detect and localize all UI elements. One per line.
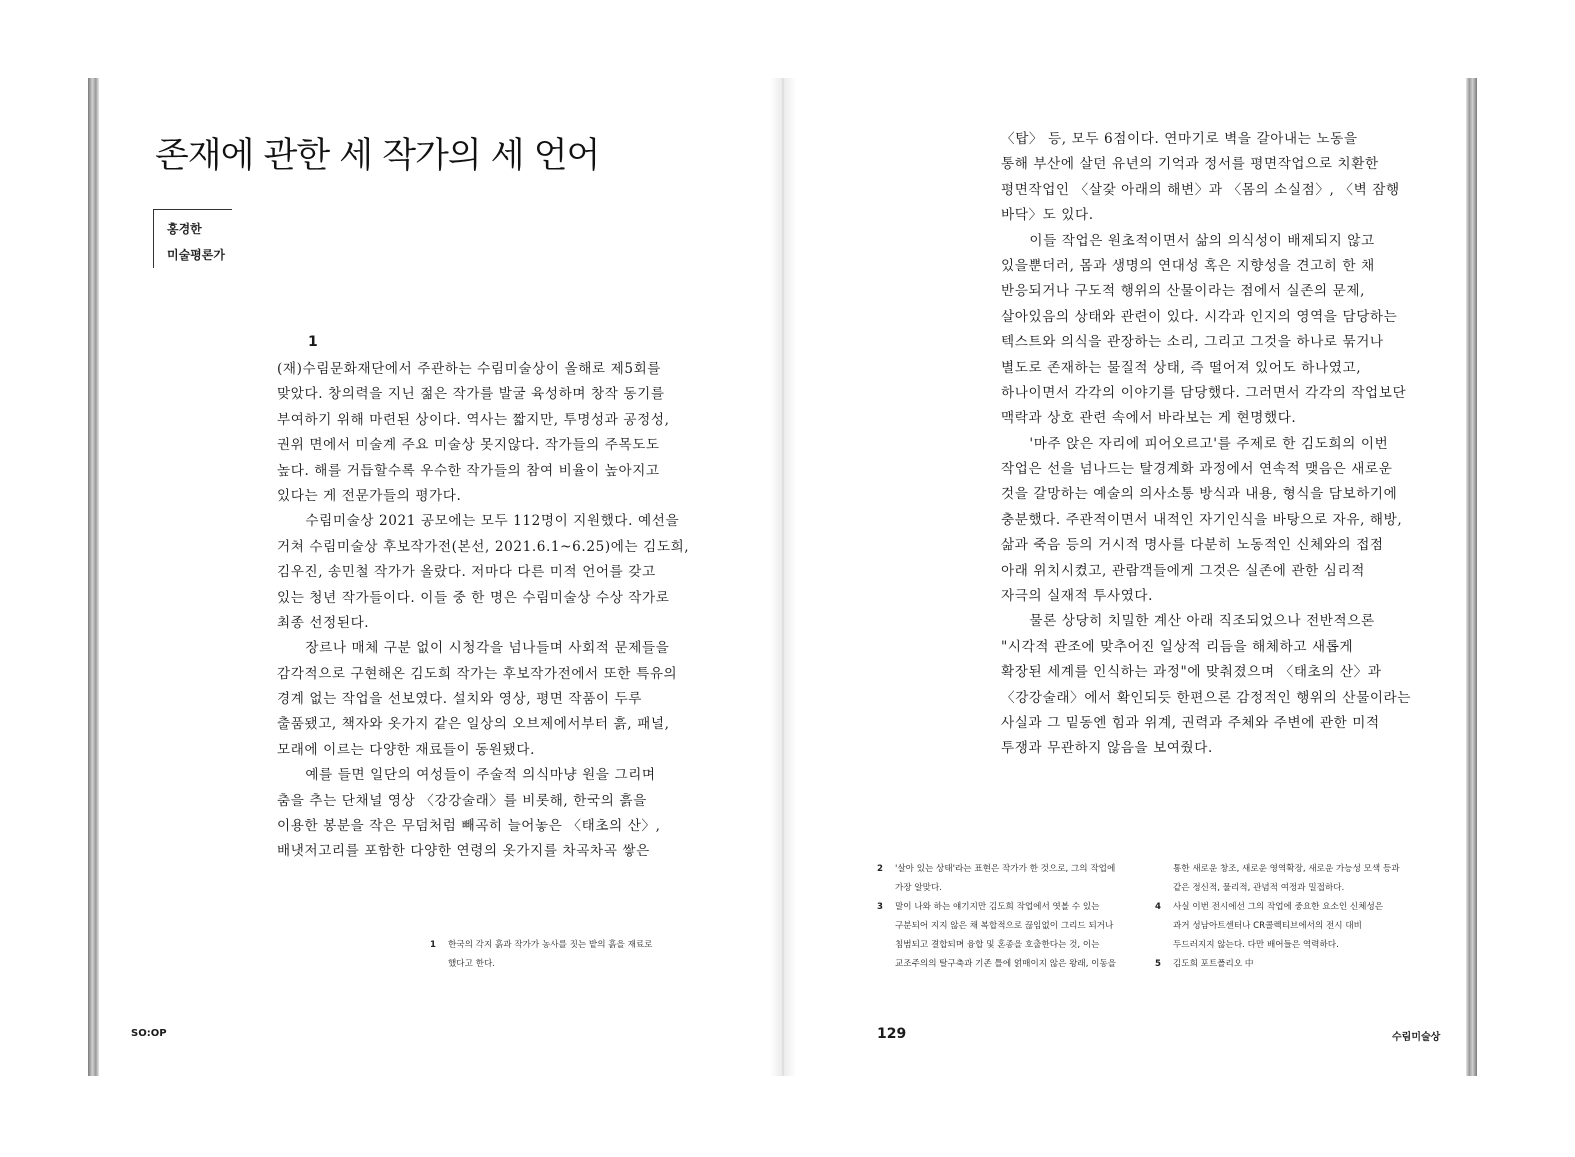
text-line: 〈탑〉 등, 모두 6점이다. 연마기로 벽을 갈아내는 노동을 [1001,131,1358,147]
text-line: 예를 들면 일단의 여성들이 주술적 의식마냥 원을 그리며 [277,767,656,784]
left-page-edge [88,78,99,1076]
footnote-row [1155,955,1400,974]
text-line: 작업은 선을 넘나드는 탈경계화 과정에서 연속적 맺음은 새로운 [1001,461,1393,478]
text-line: 통해 부산에 살던 유년의 기억과 정서를 평면작업으로 치환한 [1001,156,1379,173]
text-line: 있다는 게 전문가들의 평가다. [277,487,462,504]
footnote-row [430,936,653,955]
text-line: 거쳐 수림미술상 후보작가전(본선, 2021.6.1~6.25)에는 김도희, [277,538,690,555]
text-line: 배냇저고리를 포함한 다양한 연령의 옷가지를 차곡차곡 쌓은 [277,843,650,860]
footnote-text: 구분되어 지지 않은 채 복합적으로 끊임없이 그리드 되거나 [895,921,1114,931]
text-line: 삶과 죽음 등의 거시적 명사를 다분히 노동적인 신체와의 접점 [1001,537,1384,554]
footnote-number: 5 [1155,959,1161,969]
text-line: 〈강강술래〉에서 확인되듯 한편으론 감정적인 행위의 산물이라는 [1001,689,1412,706]
footnote-text: 같은 정신적, 물리적, 관념적 여정과 밀접하다. [1173,883,1345,893]
text-line: 춤을 추는 단채널 영상 〈강강술래〉를 비롯해, 한국의 흙을 [277,792,647,809]
author-name: 홍경한 [167,222,202,236]
footnote-number: 3 [877,902,883,912]
footnote-text: 사실 이번 전시에선 그의 작업에 중요한 요소인 신체성은 [1173,902,1384,912]
section-label: 수림미술상 [1392,1032,1441,1043]
text-line: 충분했다. 주관적이면서 내적인 자기인식을 바탕으로 자유, 해방, [1001,511,1403,528]
footnote-row [1173,917,1400,936]
text-line: 확장된 세계를 인식하는 과정"에 맞춰졌으며 〈태초의 산〉과 [1001,664,1382,681]
footnotes-left [430,936,653,974]
footnote-text: 통한 새로운 창조, 새로운 영역확장, 새로운 가능성 모색 등과 [1173,864,1400,874]
footnote-text: 교조주의의 탈구축과 기존 틀에 얽매이지 않은 왕래, 이동을 [895,959,1117,969]
text-line: 반응되거나 구도적 행위의 산물이라는 점에서 실존의 문제, [1001,283,1366,300]
text-line: 출품됐고, 책자와 옷가지 같은 일상의 오브제에서부터 흙, 패널, [277,716,670,733]
text-line: 있을뿐더러, 몸과 생명의 연대성 혹은 지향성을 견고히 한 채 [1001,257,1375,274]
footnote-text: 두드러지지 않는다. 다만 배어들은 역력하다. [1173,940,1339,950]
text-line: 높다. 해를 거듭할수록 우수한 작가들의 참여 비율이 높아지고 [277,462,660,479]
article-title: 존재에 관한 세 작가의 세 언어 [155,136,600,176]
text-line: 장르나 매체 구분 없이 시청각을 넘나들며 사회적 문제들을 [277,640,670,657]
text-line: 최종 선정된다. [277,614,370,631]
footnote-text: 과거 성남아트센터나 CR콜렉티브에서의 전시 대비 [1173,921,1362,931]
text-line: 감각적으로 구현해온 김도희 작가는 후보작가전에서 또한 특유의 [277,665,678,682]
text-line: 하나이면서 각각의 이야기를 담당했다. 그러면서 각각의 작업보단 [1001,384,1407,401]
footnote-row [1173,860,1400,879]
book-gutter [770,78,796,1076]
left-body-text [277,357,689,865]
footnote-number: 2 [877,864,883,874]
magazine-name: SO:OP [131,1028,167,1039]
text-line: 김우진, 송민철 작가가 올랐다. 저마다 다른 미적 언어를 갖고 [277,564,656,581]
footnote-row [895,936,1116,955]
text-line: 모래에 이르는 다양한 재료들이 동원됐다. [277,741,536,758]
footnote-text: 했다고 한다. [448,959,495,969]
text-line: '마주 앉은 자리에 피어오르고'를 주제로 한 김도희의 이번 [1001,435,1389,452]
text-line: 바닥〉도 있다. [1001,207,1094,224]
footnote-text: 침범되고 결합되며 융합 및 혼종을 호출한다는 것, 이는 [895,940,1100,950]
footnote-row [895,917,1116,936]
footnotes-right-col2 [1155,860,1400,974]
footnote-number: 1 [430,940,436,950]
footnote-row [895,879,1116,898]
text-line: 사실과 그 밑동엔 힘과 위계, 권력과 주체와 주변에 관한 미적 [1001,714,1380,731]
text-line: 평면작업인 〈살갗 아래의 해변〉과 〈몸의 소실점〉, 〈벽 잠행 [1001,181,1400,198]
right-body-text [1001,127,1411,762]
footnote-row [877,860,1116,879]
text-line: 것을 갈망하는 예술의 의사소통 방식과 내용, 형식을 담보하기에 [1001,486,1398,503]
footnote-row [1173,879,1400,898]
text-line: (재)수림문화재단에서 주관하는 수림미술상이 올해로 제5회를 [277,361,662,377]
text-line: 부여하기 위해 마련된 상이다. 역사는 짧지만, 투명성과 공정성, [277,411,670,428]
right-page-edge [1466,78,1477,1076]
footnote-row [895,955,1116,974]
text-line: 이용한 봉분을 작은 무덤처럼 빼곡히 늘어놓은 〈태초의 산〉, [277,818,661,835]
text-line: "시각적 관조에 맞추어진 일상적 리듬을 해체하고 새롭게 [1001,638,1354,655]
text-line: 권위 면에서 미술계 주요 미술상 못지않다. 작가들의 주목도도 [277,437,660,454]
footnote-row [877,898,1116,917]
text-line: 살아있음의 상태와 관련이 있다. 시각과 인지의 영역을 담당하는 [1001,308,1398,325]
footnote-text: 김도희 포트폴리오 中 [1173,959,1254,969]
text-line: 투쟁과 무관하지 않음을 보여줬다. [1001,740,1213,757]
footnotes-right-col1 [877,860,1117,974]
footnote-text: '살아 있는 상태'라는 표현은 작가가 한 것으로, 그의 작업에 [895,864,1116,874]
text-line: 텍스트와 의식을 관장하는 소리, 그리고 그것을 하나로 묶거나 [1001,334,1384,351]
text-line: 물론 상당히 치밀한 계산 아래 직조되었으나 전반적으론 [1001,613,1375,630]
text-line: 자극의 실재적 투사였다. [1001,588,1154,605]
text-line: 아래 위치시켰고, 관람객들에게 그것은 실존에 관한 심리적 [1001,562,1366,579]
text-line: 수림미술상 2021 공모에는 모두 112명이 지원했다. 예선을 [277,513,680,530]
page-number: 129 [877,1026,907,1042]
footnote-text: 가장 알맞다. [895,883,942,893]
footnote-number: 4 [1155,902,1161,912]
footnote-row [1155,898,1400,917]
section-number: 1 [308,334,318,350]
footnote-row [1173,936,1400,955]
text-line: 이들 작업은 원초적이면서 삶의 의식성이 배제되지 않고 [1001,232,1375,249]
text-line: 경계 없는 작업을 선보였다. 설치와 영상, 평면 작품이 두루 [277,691,643,708]
text-line: 별도로 존재하는 물질적 상태, 즉 떨어져 있어도 하나였고, [1001,359,1362,376]
text-line: 있는 청년 작가들이다. 이들 중 한 명은 수림미술상 수상 작가로 [277,589,670,606]
footnote-text: 말이 나와 하는 얘기지만 김도희 작업에서 엿볼 수 있는 [895,902,1100,912]
footnote-text: 한국의 각지 흙과 작가가 농사를 짓는 밭의 흙을 재료로 [448,940,653,950]
author-role: 미술평론가 [167,248,225,262]
footnote-row [448,955,653,974]
text-line: 맥락과 상호 관련 속에서 바라보는 게 현명했다. [1001,410,1297,427]
text-line: 맞았다. 창의력을 지닌 젊은 작가를 발굴 육성하며 창작 동기를 [277,386,665,403]
